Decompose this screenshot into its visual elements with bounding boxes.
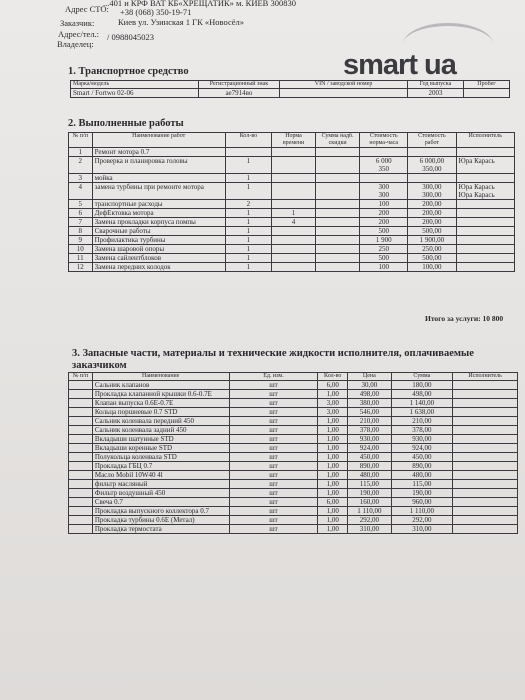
works-header-num: № п/п [69,133,93,148]
part-num [69,435,93,444]
part-executor [453,480,518,489]
part-qty: 6,00 [318,381,348,390]
work-num: 1 [69,148,93,157]
part-sum: 960,00 [391,498,453,507]
work-norm: 4 [271,218,315,227]
work-norm [271,254,315,263]
part-sum: 930,00 [391,435,453,444]
part-executor [453,417,518,426]
work-name: ДефЕктовка мотора [92,209,225,218]
work-qty: 1 [225,236,271,245]
vehicle-mileage [464,89,510,98]
part-executor [453,516,518,525]
part-unit: шт [229,381,318,390]
table-row [69,209,515,218]
part-num [69,480,93,489]
part-sum: 1 638,00 [391,408,453,417]
parts-table [68,372,518,534]
part-qty: 1,00 [318,507,348,516]
work-name: Профилактика турбины [92,236,225,245]
part-sum: 180,00 [391,381,453,390]
work-qty: 2 [225,200,271,209]
part-name: Прокладка термостата [92,525,229,534]
part-num [69,444,93,453]
part-qty: 1,00 [318,444,348,453]
part-price: 480,00 [348,471,391,480]
part-qty: 1,00 [318,417,348,426]
work-cost: 200,00 [408,209,456,218]
part-price: 890,00 [348,462,391,471]
part-unit: шт [229,507,318,516]
label-address: Адрес СТО: [65,4,109,14]
work-rate: 300 300 [360,183,408,200]
work-cost: 200,00 [408,218,456,227]
works-header-qty: Кол-во [225,133,271,148]
parts-header-price: Цена [348,373,391,381]
part-executor [453,489,518,498]
work-num: 3 [69,174,93,183]
works-header-norm: Норма времени [271,133,315,148]
part-unit: шт [229,498,318,507]
section2-title: 2. Выполненные работы [68,118,184,129]
part-name: Прокладка выпускного коллектора 0.7 [92,507,229,516]
part-name: Свеча 0.7 [92,498,229,507]
work-executor [456,236,514,245]
works-header-sum: Сумма надб. скидки [316,133,360,148]
part-price: 310,00 [348,525,391,534]
work-cost: 250,00 [408,245,456,254]
work-rate: 100 [360,200,408,209]
part-num [69,516,93,525]
works-header-name: Наименование работ [92,133,225,148]
work-sum [316,183,360,200]
works-total: Итого за услуги: 10 800 [425,314,504,323]
part-price: 190,00 [348,489,391,498]
work-executor [456,245,514,254]
table-row [69,489,518,498]
work-name: Замена передних колодок [92,263,225,272]
table-row [69,183,515,200]
work-sum [316,174,360,183]
work-qty: 1 [225,174,271,183]
part-unit: шт [229,444,318,453]
part-num [69,417,93,426]
table-row [69,417,518,426]
table-row [69,507,518,516]
work-norm [271,263,315,272]
part-unit: шт [229,453,318,462]
work-rate: 250 [360,245,408,254]
work-rate: 1 900 [360,236,408,245]
logo-text: smart ua [343,49,456,81]
table-row [69,462,518,471]
work-norm [271,227,315,236]
part-qty: 3,00 [318,399,348,408]
part-price: 1 110,00 [348,507,391,516]
part-qty: 1,00 [318,471,348,480]
part-unit: шт [229,435,318,444]
part-unit: шт [229,426,318,435]
vehicle-table [70,80,510,98]
table-row [69,227,515,236]
work-norm [271,183,315,200]
work-cost: 200,00 [408,200,456,209]
part-unit: шт [229,408,318,417]
work-norm [271,200,315,209]
part-executor [453,426,518,435]
part-price: 546,00 [348,408,391,417]
work-qty [225,148,271,157]
part-name: Прокладка клапанной крышки 0.6-0.7Е [92,390,229,399]
work-qty: 1 [225,183,271,200]
part-unit: шт [229,462,318,471]
part-unit: шт [229,516,318,525]
label-owner: Владелец: [57,39,94,49]
table-row [69,498,518,507]
work-sum [316,263,360,272]
part-qty: 1,00 [318,516,348,525]
work-num: 2 [69,157,93,174]
table-row [69,236,515,245]
part-executor [453,399,518,408]
vehicle-header-model: Марка/модель [71,81,199,89]
vehicle-header-year: Год выпуска [407,81,463,89]
work-executor [456,148,514,157]
part-num [69,453,93,462]
part-num [69,408,93,417]
works-header-cost: Стоимость работ [408,133,456,148]
works-header-executor: Исполнитель [456,133,514,148]
work-name: транспортные расходы [92,200,225,209]
work-executor: Юра Карась [456,157,514,174]
part-name: Вкладыши шатунные STD [92,435,229,444]
work-norm [271,245,315,254]
part-unit: шт [229,525,318,534]
part-qty: 6,00 [318,498,348,507]
work-name: Замена шаровой опоры [92,245,225,254]
part-qty: 1,00 [318,390,348,399]
table-row [69,200,515,209]
work-qty: 1 [225,218,271,227]
part-name: Фильтр воздушный 450 [92,489,229,498]
work-qty: 1 [225,157,271,174]
part-name: Прокладка ГБЦ 0.7 [92,462,229,471]
vehicle-header-vin: VIN / заводской номер [280,81,408,89]
parts-header-name: Наименование [92,373,229,381]
work-sum [316,218,360,227]
work-sum [316,254,360,263]
part-name: Клапан выпуска 0.6Е-0.7Е [92,399,229,408]
part-unit: шт [229,390,318,399]
part-executor [453,453,518,462]
work-num: 4 [69,183,93,200]
part-sum: 1 110,00 [391,507,453,516]
part-num [69,489,93,498]
parts-header-unit: Ед. изм. [229,373,318,381]
part-sum: 115,00 [391,480,453,489]
part-num [69,426,93,435]
vehicle-model: Smart / Fortwo 02-06 [71,89,199,98]
parts-header-qty: Кол-во [318,373,348,381]
vehicle-year: 2003 [407,89,463,98]
work-norm [271,236,315,245]
part-name: Сальник коленвала задний 450 [92,426,229,435]
work-norm [271,157,315,174]
table-row [69,381,518,390]
part-name: Вкладыши коренные STD [92,444,229,453]
work-sum [316,157,360,174]
work-cost: 1 900,00 [408,236,456,245]
work-rate [360,148,408,157]
part-executor [453,525,518,534]
table-row [69,245,515,254]
part-qty: 3,00 [318,408,348,417]
work-cost [408,174,456,183]
part-executor [453,381,518,390]
part-name: Масло Mobil 10W40 4l [92,471,229,480]
part-sum: 190,00 [391,489,453,498]
work-cost: 100,00 [408,263,456,272]
work-executor [456,200,514,209]
part-executor [453,444,518,453]
work-num: 9 [69,236,93,245]
work-sum [316,236,360,245]
part-unit: шт [229,471,318,480]
work-sum [316,245,360,254]
part-qty: 1,00 [318,525,348,534]
part-price: 930,00 [348,435,391,444]
work-rate: 100 [360,263,408,272]
table-row [69,516,518,525]
work-cost: 6 000,00 350,00 [408,157,456,174]
work-qty: 1 [225,227,271,236]
part-name: Кольца поршневые 0.7 STD [92,408,229,417]
section1-title: 1. Транспортное средство [68,66,189,77]
work-qty: 1 [225,245,271,254]
part-price: 378,00 [348,426,391,435]
work-rate: 200 [360,209,408,218]
work-rate: 500 [360,254,408,263]
work-name: Проверка и планировка головы [92,157,225,174]
work-name: мойка [92,174,225,183]
part-price: 380,00 [348,399,391,408]
part-executor [453,390,518,399]
table-row [69,426,518,435]
parts-header-executor: Исполнитель [453,373,518,381]
part-qty: 1,00 [318,435,348,444]
part-executor [453,507,518,516]
vehicle-reg: ae7914во [198,89,280,98]
part-sum: 1 140,00 [391,399,453,408]
phone-line: +38 (068) 350-19-71 [120,7,192,17]
work-num: 7 [69,218,93,227]
part-num [69,471,93,480]
work-rate: 200 [360,218,408,227]
table-row [69,174,515,183]
work-norm [271,174,315,183]
work-executor [456,218,514,227]
part-sum: 378,00 [391,426,453,435]
parts-header-num: № п/п [69,373,93,381]
customer-phone: / 0988045023 [107,32,154,42]
work-executor [456,227,514,236]
part-executor [453,435,518,444]
work-qty: 1 [225,254,271,263]
part-price: 498,00 [348,390,391,399]
work-executor [456,263,514,272]
part-price: 924,00 [348,444,391,453]
table-row [69,525,518,534]
work-num: 10 [69,245,93,254]
part-name: фильтр масляный [92,480,229,489]
work-executor: Юра Карась Юра Карась [456,183,514,200]
table-row [69,390,518,399]
work-cost: 500,00 [408,227,456,236]
part-unit: шт [229,489,318,498]
work-cost [408,148,456,157]
logo-swoosh-icon [403,23,493,66]
table-row [69,148,515,157]
part-price: 115,00 [348,480,391,489]
work-executor [456,174,514,183]
table-row [69,471,518,480]
table-row [69,157,515,174]
vehicle-header-mileage: Пробег [464,81,510,89]
part-executor [453,471,518,480]
label-phone: Адрес/тел.: [58,29,100,39]
work-sum [316,209,360,218]
part-unit: шт [229,480,318,489]
part-sum: 292,00 [391,516,453,525]
work-name: Ремонт мотора 0.7 [92,148,225,157]
work-sum [316,148,360,157]
part-num [69,381,93,390]
part-sum: 450,00 [391,453,453,462]
part-price: 450,00 [348,453,391,462]
table-row [69,408,518,417]
part-qty: 1,00 [318,453,348,462]
part-num [69,462,93,471]
part-name: Прокладка турбины 0.6Е (Метал) [92,516,229,525]
label-customer: Заказчик: [60,18,95,28]
part-price: 210,00 [348,417,391,426]
part-qty: 1,00 [318,489,348,498]
part-name: Полукольца коленвала STD [92,453,229,462]
part-sum: 480,00 [391,471,453,480]
part-num [69,498,93,507]
table-row [69,399,518,408]
work-cost: 300,00 300,00 [408,183,456,200]
part-sum: 498,00 [391,390,453,399]
work-num: 12 [69,263,93,272]
work-num: 8 [69,227,93,236]
part-qty: 1,00 [318,462,348,471]
table-row [69,444,518,453]
part-sum: 310,00 [391,525,453,534]
works-header-rate: Стоимость норма-часа [360,133,408,148]
part-qty: 1,00 [318,426,348,435]
work-qty: 1 [225,263,271,272]
table-row [69,435,518,444]
part-executor [453,408,518,417]
part-name: Сальник клапанов [92,381,229,390]
part-sum: 890,00 [391,462,453,471]
work-num: 5 [69,200,93,209]
work-rate: 6 000 350 [360,157,408,174]
work-rate [360,174,408,183]
work-name: замена турбины при ремонте мотора [92,183,225,200]
work-name: Замена сайлентблоков [92,254,225,263]
part-num [69,399,93,408]
part-sum: 210,00 [391,417,453,426]
parts-header-sum: Сумма [391,373,453,381]
table-row [69,218,515,227]
work-sum [316,227,360,236]
part-name: Сальник коленвала передний 450 [92,417,229,426]
work-executor [456,254,514,263]
part-price: 292,00 [348,516,391,525]
part-price: 160,00 [348,498,391,507]
part-price: 30,00 [348,381,391,390]
work-num: 11 [69,254,93,263]
table-row [69,480,518,489]
bank-details-line: ...401 и КРФ ВАТ КБ«ХРЕЩАТИК» м. КИЕВ 300830 [103,0,296,8]
works-table [68,132,515,272]
part-unit: шт [229,399,318,408]
part-num [69,525,93,534]
vehicle-vin [280,89,408,98]
work-num: 6 [69,209,93,218]
work-sum [316,200,360,209]
work-qty: 1 [225,209,271,218]
vehicle-header-reg: Регистрационный знак [198,81,280,89]
part-num [69,390,93,399]
work-rate: 500 [360,227,408,236]
work-executor [456,209,514,218]
table-row [69,263,515,272]
part-sum: 924,00 [391,444,453,453]
part-executor [453,498,518,507]
work-cost: 500,00 [408,254,456,263]
work-norm [271,148,315,157]
work-name: Замена прокладки корпуса помпы [92,218,225,227]
section3-title: 3. Запасные части, материалы и технические жидкости исполнителя, оплачиваемые заказчиком [72,348,474,371]
part-qty: 1,00 [318,480,348,489]
part-num [69,507,93,516]
address-line: Киев ул. Узинская 1 ГК «Новосёл» [118,17,244,27]
work-name: Сварочные работы [92,227,225,236]
part-executor [453,462,518,471]
table-row [69,254,515,263]
table-row [69,453,518,462]
work-norm: 1 [271,209,315,218]
part-unit: шт [229,417,318,426]
